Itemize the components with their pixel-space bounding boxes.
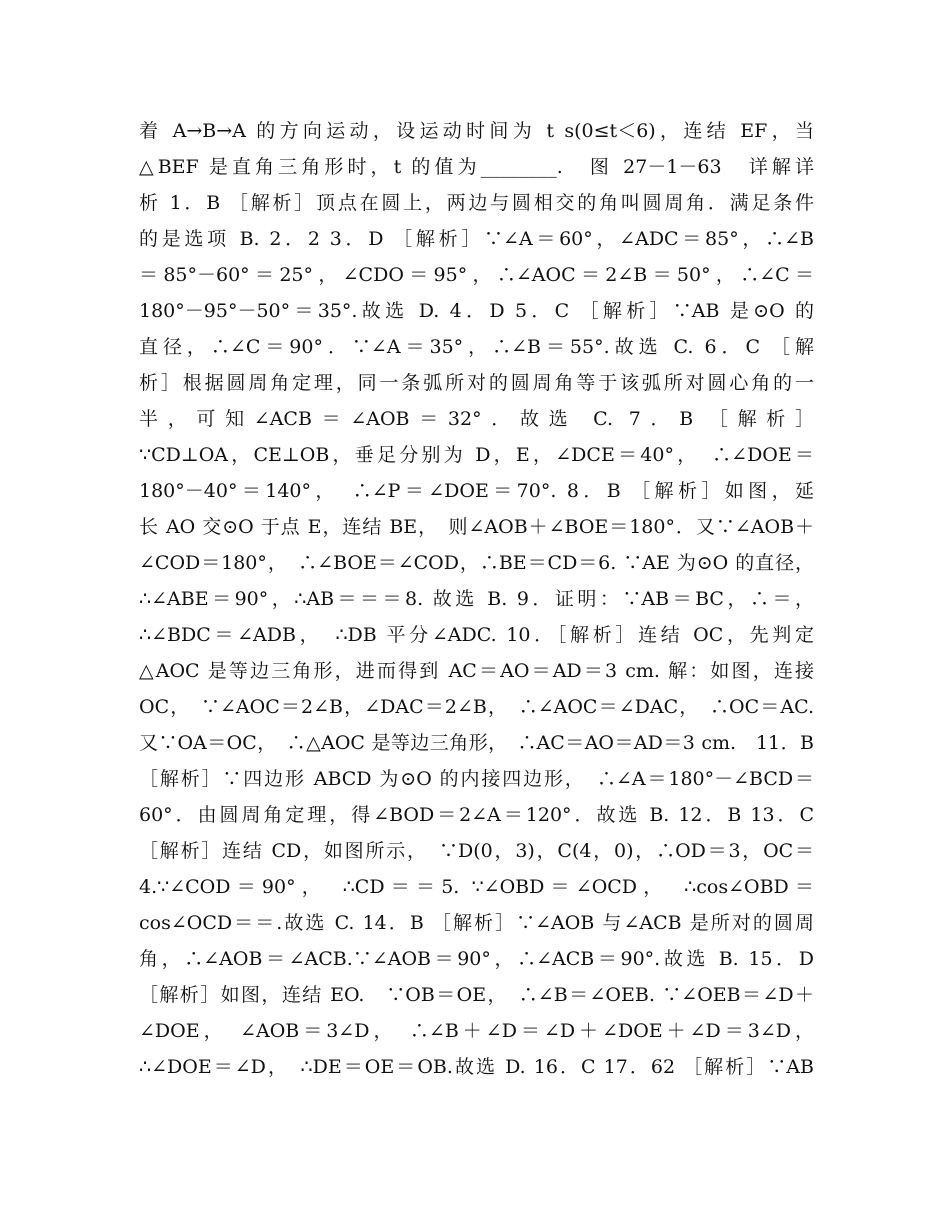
text-line: ∠COD＝180°， ∴∠BOE＝∠COD，∴BE＝CD＝6. ∵AE 为⊙O 的直径， xyxy=(139,552,814,574)
text-line: ∴∠DOE＝∠D， ∴DE＝OE＝OB.故选 D. 16．C 17．62 ［解析］∵AB xyxy=(139,1056,814,1078)
text-line: ［解析］连结 CD，如图所示， ∵D(0，3)，C(4，0)，∴OD＝3，OC＝ xyxy=(139,840,814,862)
text-line: 半，可知∠ACB＝∠AOB＝32°．故选 C. 7．B ［解析］ xyxy=(139,408,814,430)
text-line: ［解析］如图，连结 EO. ∵OB＝OE， ∴∠B＝∠OEB. ∵∠OEB＝∠D＋ xyxy=(139,984,814,1006)
text-line: 析 1．B ［解析］顶点在圆上，两边与圆相交的角叫圆周角．满足条件 xyxy=(139,192,814,214)
text-line: 析］根据圆周角定理，同一条弧所对的圆周角等于该弧所对圆心角的一 xyxy=(139,372,814,394)
text-line: △AOC 是等边三角形，进而得到 AC＝AO＝AD＝3 cm. 解：如图，连接 xyxy=(139,660,814,682)
text-line: ∴∠ABE＝90°，∴AB＝＝＝8. 故选 B. 9．证明：∵AB＝BC，∴＝， xyxy=(139,588,814,610)
text-line: ∵CD⊥OA，CE⊥OB，垂足分别为 D，E，∠DCE＝40°， ∴∠DOE＝ xyxy=(139,444,814,466)
text-line: △BEF 是直角三角形时，t 的值为________. 图 27－1－63 详解详 xyxy=(139,156,814,178)
text-line: ［解析］∵四边形 ABCD 为⊙O 的内接四边形， ∴∠A＝180°－∠BCD＝ xyxy=(139,768,814,790)
text-line: ∠DOE， ∠AOB＝3∠D， ∴∠B＋∠D＝∠D＋∠DOE＋∠D＝3∠D， xyxy=(139,1020,814,1042)
text-line: cos∠OCD＝＝.故选 C. 14．B ［解析］∵∠AOB 与∠ACB 是所对的圆周 xyxy=(139,912,814,934)
text-line: 又∵OA＝OC， ∴△AOC 是等边三角形， ∴AC＝AO＝AD＝3 cm. 11．B xyxy=(139,732,814,754)
text-line: 着 A→B→A 的方向运动，设运动时间为 t s(0≤t＜6)，连结 EF，当 xyxy=(139,120,814,142)
text-line: 直径，∴∠C＝90°．∵∠A＝35°，∴∠B＝55°.故选 C. 6．C ［解 xyxy=(139,336,814,358)
answer-text-block xyxy=(139,113,814,1085)
text-line: 4.∵∠COD＝90°， ∴CD＝＝5. ∵∠OBD＝∠OCD， ∴cos∠OBD＝ xyxy=(139,876,814,898)
text-line: OC， ∵∠AOC＝2∠B，∠DAC＝2∠B， ∴∠AOC＝∠DAC， ∴OC＝AC. xyxy=(139,696,814,718)
text-line: 180°－95°－50°＝35°.故选 D. 4．D 5．C ［解析］∵AB 是⊙O 的 xyxy=(139,300,814,322)
text-line: 180°－40°＝140°， ∴∠P＝∠DOE＝70°. 8．B ［解析］如图，延 xyxy=(139,480,814,502)
text-line: 的是选项 B. 2．2 3．D ［解析］∵∠A＝60°，∠ADC＝85°，∴∠B xyxy=(139,228,814,250)
text-line: 60°．由圆周角定理，得∠BOD＝2∠A＝120°．故选 B. 12．B 13．C xyxy=(139,804,814,826)
text-line: 长 AO 交⊙O 于点 E，连结 BE， 则∠AOB＋∠BOE＝180°．又∵∠AOB＋ xyxy=(139,516,814,538)
text-line: ∴∠BDC＝∠ADB， ∴DB 平分∠ADC. 10．［解析］连结 OC，先判定 xyxy=(139,624,814,646)
text-line: 角，∴∠AOB＝∠ACB.∵∠AOB＝90°，∴∠ACB＝90°.故选 B. 15．D xyxy=(139,948,814,970)
text-line: ＝85°－60°＝25°，∠CDO＝95°，∴∠AOC＝2∠B＝50°，∴∠C＝ xyxy=(139,264,814,286)
